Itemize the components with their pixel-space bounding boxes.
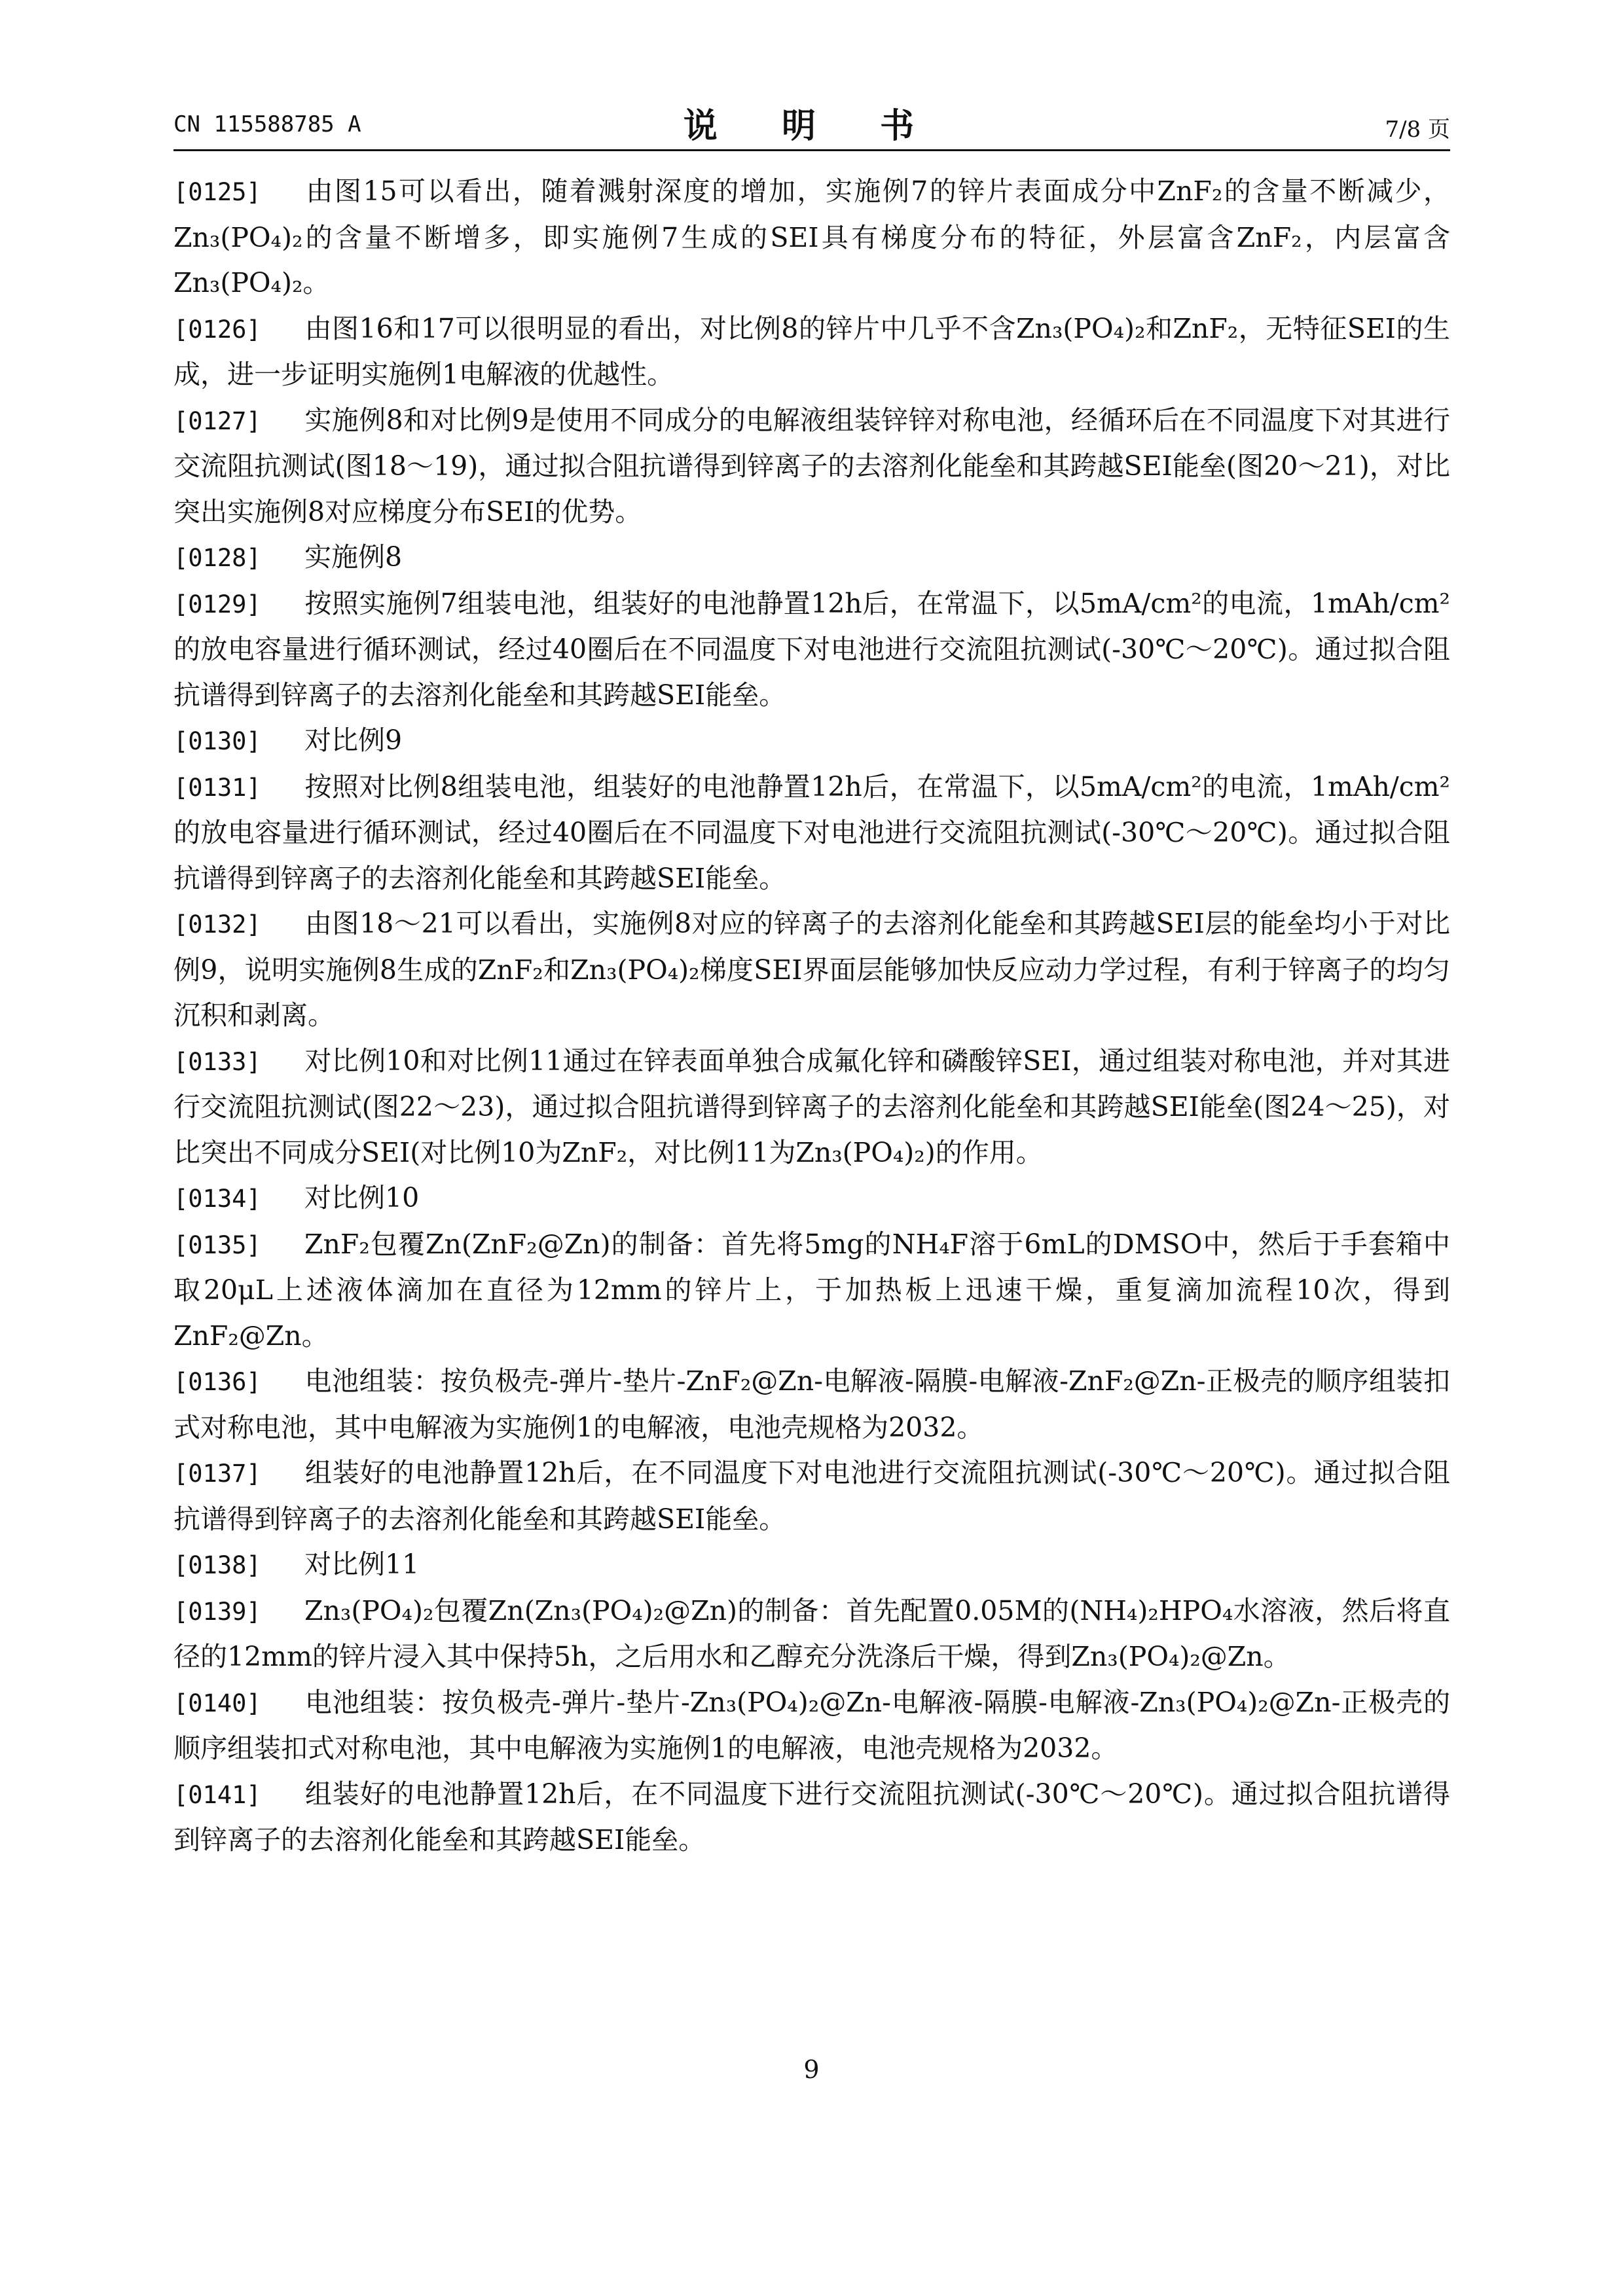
paragraph-text: 实施例8和对比例9是使用不同成分的电解液组装锌锌对称电池，经循环后在不同温度下对其进行交流阻抗测试(图18～19)，通过拟合阻抗谱得到锌离子的去溶剂化能垒和其跨越SEI能垒(图20～21)，对比突出实施例8对应梯度分布SEI的优势。 bbox=[173, 404, 1450, 528]
paragraph-number: [0130] bbox=[173, 727, 261, 755]
paragraph-text: 按照实施例7组装电池，组装好的电池静置12h后，在常温下，以5mA/cm²的电流，1mAh/cm²的放电容量进行循环测试，经过40圈后在不同温度下对电池进行交流阻抗测试(-30℃～20℃)。通过拟合阻抗谱得到锌离子的去溶剂化能垒和其跨越SEI能垒。 bbox=[173, 587, 1450, 711]
paragraph-number: [0139] bbox=[173, 1597, 261, 1626]
paragraph bbox=[173, 901, 1450, 1039]
page-header bbox=[173, 98, 1450, 151]
paragraph-number: [0135] bbox=[173, 1230, 261, 1259]
paragraph bbox=[173, 398, 1450, 535]
paragraph-text: 对比例10和对比例11通过在锌表面单独合成氟化锌和磷酸锌SEI，通过组装对称电池，并对其进行交流阻抗测试(图22～23)，通过拟合阻抗谱得到锌离子的去溶剂化能垒和其跨越SEI能垒(图24～25)，对比突出不同成分SEI(对比例10为ZnF₂，对比例11为Zn₃(PO₄)₂)的作用。 bbox=[173, 1045, 1450, 1168]
publication-number: CN 115588785 A bbox=[173, 111, 361, 137]
page-indicator: 7/8 页 bbox=[1385, 117, 1450, 143]
paragraph bbox=[173, 535, 1450, 581]
page-number: 9 bbox=[803, 2055, 820, 2084]
paragraph bbox=[173, 581, 1450, 719]
paragraph-text: 实施例8 bbox=[304, 541, 403, 573]
paragraph bbox=[173, 306, 1450, 398]
paragraph-text: 由图18～21可以看出，实施例8对应的锌离子的去溶剂化能垒和其跨越SEI层的能垒均小于对比例9，说明实施例8生成的ZnF₂和Zn₃(PO₄)₂梯度SEI界面层能够加快反应动力学过程，有利于锌离子的均匀沉积和剥离。 bbox=[173, 908, 1450, 1031]
paragraph-number: [0131] bbox=[173, 773, 261, 802]
paragraph bbox=[173, 1039, 1450, 1176]
paragraph-text: 对比例10 bbox=[304, 1182, 420, 1213]
paragraph-text: ZnF₂包覆Zn(ZnF₂@Zn)的制备：首先将5mg的NH₄F溶于6mL的DMSO中，然后于手套箱中取20μL上述液体滴加在直径为12mm的锌片上，于加热板上迅速干燥，重复滴加流程10次，得到ZnF₂@Zn。 bbox=[173, 1228, 1450, 1352]
paragraph-number: [0138] bbox=[173, 1551, 261, 1579]
paragraph-number: [0133] bbox=[173, 1047, 261, 1076]
paragraph-number: [0140] bbox=[173, 1689, 261, 1717]
paragraph bbox=[173, 1359, 1450, 1450]
paragraph-text: 组装好的电池静置12h后，在不同温度下对电池进行交流阻抗测试(-30℃～20℃)。通过拟合阻抗谱得到锌离子的去溶剂化能垒和其跨越SEI能垒。 bbox=[173, 1457, 1450, 1535]
document-body bbox=[173, 169, 1450, 1863]
paragraph bbox=[173, 1175, 1450, 1222]
header-divider bbox=[173, 149, 1450, 151]
paragraph bbox=[173, 1588, 1450, 1680]
paragraph-text: 按照对比例8组装电池，组装好的电池静置12h后，在常温下，以5mA/cm²的电流，1mAh/cm²的放电容量进行循环测试，经过40圈后在不同温度下对电池进行交流阻抗测试(-30℃～20℃)。通过拟合阻抗谱得到锌离子的去溶剂化能垒和其跨越SEI能垒。 bbox=[173, 770, 1450, 894]
paragraph-number: [0125] bbox=[173, 178, 261, 206]
paragraph-text: 由图15可以看出，随着溅射深度的增加，实施例7的锌片表面成分中ZnF₂的含量不断减少，Zn₃(PO₄)₂的含量不断增多，即实施例7生成的SEI具有梯度分布的特征，外层富含ZnF₂，内层富含Zn₃(PO₄)₂。 bbox=[173, 175, 1450, 298]
paragraph-number: [0126] bbox=[173, 315, 261, 344]
paragraph bbox=[173, 718, 1450, 764]
paragraph bbox=[173, 1450, 1450, 1542]
paragraph bbox=[173, 169, 1450, 306]
paragraph bbox=[173, 764, 1450, 902]
paragraph-text: 电池组装：按负极壳-弹片-垫片-ZnF₂@Zn-电解液-隔膜-电解液-ZnF₂@Zn-正极壳的顺序组装扣式对称电池，其中电解液为实施例1的电解液，电池壳规格为2032。 bbox=[173, 1365, 1450, 1443]
paragraph-number: [0128] bbox=[173, 544, 261, 572]
paragraph-text: 电池组装：按负极壳-弹片-垫片-Zn₃(PO₄)₂@Zn-电解液-隔膜-电解液-Zn₃(PO₄)₂@Zn-正极壳的顺序组装扣式对称电池，其中电解液为实施例1的电解液，电池壳规格为2032。 bbox=[173, 1686, 1450, 1764]
paragraph-number: [0136] bbox=[173, 1368, 261, 1396]
paragraph-text: 对比例9 bbox=[304, 725, 403, 756]
paragraph-number: [0129] bbox=[173, 590, 261, 619]
paragraph-text: 组装好的电池静置12h后，在不同温度下进行交流阻抗测试(-30℃～20℃)。通过拟合阻抗谱得到锌离子的去溶剂化能垒和其跨越SEI能垒。 bbox=[173, 1778, 1450, 1856]
paragraph-text: Zn₃(PO₄)₂包覆Zn(Zn₃(PO₄)₂@Zn)的制备：首先配置0.05M的(NH₄)₂HPO₄水溶液，然后将直径的12mm的锌片浸入其中保持5h，之后用水和乙醇充分洗涤后干燥，得到Zn₃(PO₄)₂@Zn。 bbox=[173, 1594, 1450, 1672]
paragraph-text: 对比例11 bbox=[304, 1549, 420, 1580]
paragraph-text: 由图16和17可以很明显的看出，对比例8的锌片中几乎不含Zn₃(PO₄)₂和ZnF₂，无特征SEI的生成，进一步证明实施例1电解液的优越性。 bbox=[173, 312, 1450, 390]
paragraph-number: [0132] bbox=[173, 910, 261, 939]
paragraph-number: [0127] bbox=[173, 406, 261, 435]
paragraph bbox=[173, 1222, 1450, 1359]
paragraph bbox=[173, 1542, 1450, 1588]
paragraph-number: [0141] bbox=[173, 1780, 261, 1809]
paragraph bbox=[173, 1772, 1450, 1863]
document-title: 说 明 书 bbox=[683, 107, 941, 146]
paragraph bbox=[173, 1680, 1450, 1772]
paragraph-number: [0134] bbox=[173, 1185, 261, 1213]
paragraph-number: [0137] bbox=[173, 1460, 261, 1488]
